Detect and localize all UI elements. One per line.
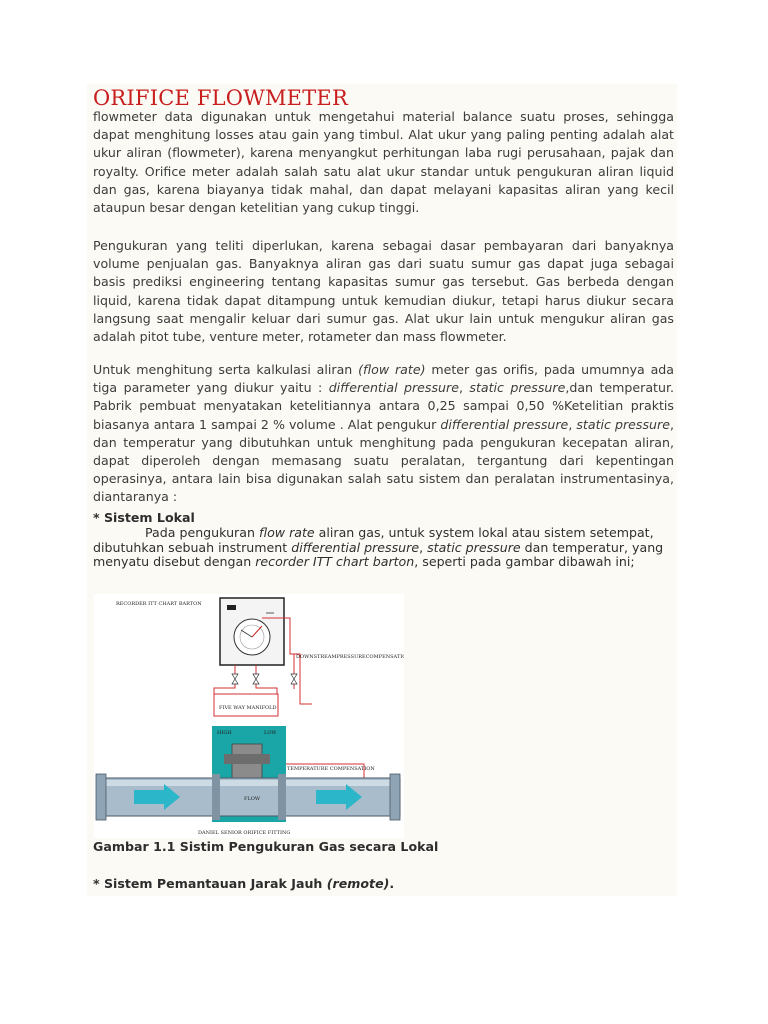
label-downstream: DOWNSTREAMPRESSURECOMPENSATION <box>296 654 404 660</box>
valve-icons <box>232 674 297 684</box>
p3-italic: (flow rate) <box>358 362 426 377</box>
p3-text: Untuk menghitung serta kalkulasi aliran <box>93 362 359 377</box>
recorder-box <box>220 598 284 665</box>
page-title: ORIFICE FLOWMETER <box>93 86 348 110</box>
orifice-diagram <box>94 594 404 838</box>
s1-text: Pada pengukuran <box>145 525 259 540</box>
s1-text: , seperti pada gambar dibawah ini; <box>414 554 635 569</box>
label-flow: FLOW <box>244 796 261 802</box>
s1-italic: flow rate <box>258 525 315 540</box>
p3-text: , dan temperatur yang dibutuhkan untuk menghitung pada pengukuran kecepatan aliran, dapat diperoleh dengan memasang suatu peralatan, tergantung dari kepentingan operasinya, antara lain bisa digunakan salah satu sistem dan peralatan instrumentasinya, diantaranya : <box>93 416 674 505</box>
s1-text: dan temperatur, yang menyatu disebut dengan <box>93 539 664 569</box>
paragraph-3 <box>93 361 674 507</box>
orifice-diagram-figure <box>94 594 404 838</box>
s2-prefix: * Sistem Pemantauan Jarak Jauh <box>93 876 327 891</box>
paragraph-1: flowmeter data digunakan untuk mengetahui material balance suatu proses, sehingga dapat menghitung losses atau gain yang timbul. Alat ukur yang paling penting adalah alat ukur aliran (flowmeter), karena menyangkut perhitungan laba rugi perusahaan, pajak dan royalty. Orifice meter adalah salah satu alat ukur standar untuk pengukuran aliran liquid dan gas, karena biayanya tidak mahal, dan dapat melayani kapasitas aliran yang kecil ataupun besar dengan ketelitian yang cukup tinggi. <box>93 109 674 216</box>
label-manifold: FIVE WAY MANIFOLD <box>219 705 277 711</box>
p3-text: , <box>568 416 577 432</box>
p3-italic: static pressure <box>576 416 670 432</box>
five-way-manifold <box>214 694 278 716</box>
s2-italic: (remote) <box>326 876 390 891</box>
p3-text: ,dan temperatur. Pabrik pembuat menyatakan ketelitiannya antara 0,25 sampai 0,50 %Ketelitian praktis biasanya antara 1 sampai 2 % volume . Alat pengukur <box>93 380 674 432</box>
section-local-body <box>93 526 675 570</box>
paragraph-2: Pengukuran yang teliti diperlukan, karena sebagai dasar pembayaran dari banyaknya volume penjualan gas. Banyaknya aliran gas dari suatu sumur gas dapat juga sebagai basis prediksi engineering tentang kapasitas sumur gas tersebut. Gas berbeda dengan liquid, karena tidak dapat ditampung untuk kemudian diukur, tetapi harus diukur secara langsung saat mengalir keluar dari sumur gas. Alat ukur lain untuk mengukur aliran gas adalah pitot tube, venture meter, rotameter dan mass flowmeter. <box>93 238 674 345</box>
s1-italic: recorder ITT chart barton <box>255 554 415 569</box>
label-fitting: DANIEL SENIOR ORIFICE FITTING <box>198 830 291 836</box>
s1-italic: differential pressure <box>291 539 420 555</box>
section-heading-remote <box>93 876 394 891</box>
label-low: LOW <box>264 730 277 736</box>
p3-italic: static pressure <box>469 380 566 396</box>
label-recorder: RECORDER ITT CHART BARTON <box>116 601 202 607</box>
p3-text: meter gas orifis, pada umumnya ada tiga parameter yang diukur yaitu : <box>93 362 674 396</box>
label-high: HIGH <box>217 730 232 736</box>
figure-caption: Gambar 1.1 Sistim Pengukuran Gas secara Lokal <box>93 839 439 854</box>
s1-text: , <box>419 539 428 555</box>
s2-suffix: . <box>389 876 395 891</box>
p3-italic: differential pressure <box>328 380 459 396</box>
p3-italic: differential pressure <box>440 416 569 432</box>
s1-italic: static pressure <box>427 539 521 555</box>
label-temp: TEMPERATURE COMPENSATION <box>287 766 375 772</box>
p3-text: , <box>458 380 470 396</box>
section-heading-local: * Sistem Lokal <box>93 510 195 525</box>
s1-text: aliran gas, untuk system lokal atau sistem setempat, dibutuhkan sebuah instrument <box>93 525 654 555</box>
